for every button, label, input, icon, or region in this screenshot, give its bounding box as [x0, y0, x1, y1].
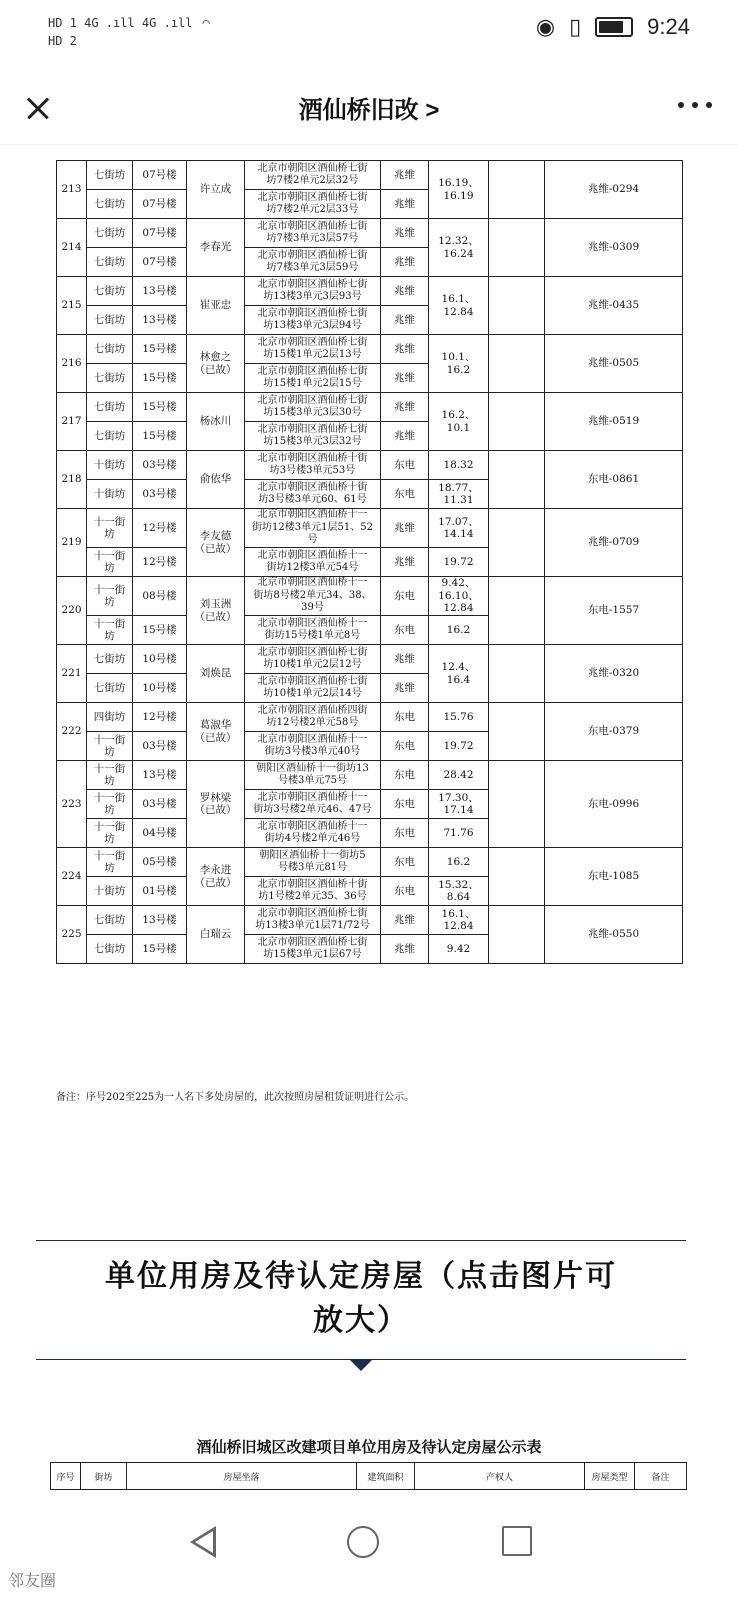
building-cell: 03号楼: [133, 732, 187, 761]
street-cell: 七街坊: [87, 935, 133, 964]
street-cell: 十一街 坊: [87, 548, 133, 577]
street-cell: 七街坊: [87, 906, 133, 935]
building-cell: 12号楼: [133, 548, 187, 577]
address-cell: 北京市朝阳区酒仙桥七街 坊10楼1单元2层14号: [245, 674, 381, 703]
code-cell: 兆维-0505: [545, 335, 683, 393]
area-cell: 28.42: [429, 761, 489, 790]
building-cell: 08号楼: [133, 577, 187, 616]
street-cell: 十一街 坊: [87, 761, 133, 790]
address-cell: 北京市朝阳区酒仙桥十街 坊1号楼2单元35、36号: [245, 877, 381, 906]
table-row: [57, 645, 683, 674]
street-cell: 七街坊: [87, 674, 133, 703]
address-cell: 北京市朝阳区酒仙桥十一 街坊12楼3单元54号: [245, 548, 381, 577]
code-cell: 东电-1085: [545, 848, 683, 906]
watermark: 邻友圈: [8, 1571, 57, 1590]
type-cell: 兆维: [381, 190, 429, 219]
area-cell: 18.32: [429, 451, 489, 480]
building-cell: 10号楼: [133, 674, 187, 703]
address-cell: 北京市朝阳区酒仙桥四街 坊12号楼2单元58号: [245, 703, 381, 732]
address-cell: 北京市朝阳区酒仙桥七街 坊13楼3单元3层93号: [245, 277, 381, 306]
building-cell: 12号楼: [133, 509, 187, 548]
eye-icon: ◉: [535, 14, 556, 40]
row-number: 218: [57, 451, 87, 509]
blank-cell: [489, 219, 545, 277]
building-cell: 07号楼: [133, 190, 187, 219]
battery-icon: [595, 17, 633, 37]
code-cell: 东电-0861: [545, 451, 683, 509]
address-cell: 朝阳区酒仙桥十一街坊13 号楼3单元75号: [245, 761, 381, 790]
table-row: [57, 848, 683, 877]
owner-cell: 李春光: [187, 219, 245, 277]
street-cell: 十一街 坊: [87, 616, 133, 645]
row-number: 222: [57, 703, 87, 761]
blank-cell: [489, 906, 545, 964]
owner-cell: 白瑞云: [187, 906, 245, 964]
address-cell: 北京市朝阳区酒仙桥七街 坊7楼3单元3层57号: [245, 219, 381, 248]
street-cell: 十街坊: [87, 877, 133, 906]
table-row: [57, 577, 683, 616]
table-row: [57, 451, 683, 480]
owner-cell: 林愈之 （已故）: [187, 335, 245, 393]
table-row: [57, 161, 683, 190]
table-row: [57, 335, 683, 364]
page-title[interactable]: 酒仙桥旧改 >: [298, 97, 440, 124]
address-cell: 北京市朝阳区酒仙桥七街 坊15楼3单元3层32号: [245, 422, 381, 451]
building-cell: 12号楼: [133, 703, 187, 732]
address-cell: 北京市朝阳区酒仙桥十一 街坊12楼3单元1层51、52 号: [245, 509, 381, 548]
area-cell: 19.72: [429, 548, 489, 577]
building-cell: 15号楼: [133, 422, 187, 451]
building-cell: 15号楼: [133, 393, 187, 422]
type-cell: 东电: [381, 761, 429, 790]
header-cell: 建筑面积: [357, 1463, 415, 1490]
row-number: 213: [57, 161, 87, 219]
code-cell: 东电-0379: [545, 703, 683, 761]
owner-cell: 杨冰川: [187, 393, 245, 451]
blank-cell: [489, 335, 545, 393]
header-cell: 房屋坐落: [127, 1463, 357, 1490]
second-table-title: 酒仙桥旧城区改建项目单位用房及待认定房屋公示表: [196, 1438, 542, 1456]
address-cell: 北京市朝阳区酒仙桥十一 街坊3号楼2单元46、47号: [245, 790, 381, 819]
address-cell: 北京市朝阳区酒仙桥十一 街坊3号楼3单元40号: [245, 732, 381, 761]
street-cell: 十一街 坊: [87, 509, 133, 548]
type-cell: 兆维: [381, 364, 429, 393]
owner-cell: 李永进 （已故）: [187, 848, 245, 906]
type-cell: 兆维: [381, 335, 429, 364]
code-cell: 东电-0996: [545, 761, 683, 848]
wifi-icon: ◠: [202, 16, 210, 30]
street-cell: 七街坊: [87, 219, 133, 248]
street-cell: 七街坊: [87, 335, 133, 364]
code-cell: 兆维-0320: [545, 645, 683, 703]
row-number: 224: [57, 848, 87, 906]
type-cell: 兆维: [381, 906, 429, 935]
area-cell: 16.2、 10.1: [429, 393, 489, 451]
street-cell: 十街坊: [87, 451, 133, 480]
type-cell: 东电: [381, 451, 429, 480]
type-cell: 东电: [381, 790, 429, 819]
area-cell: 9.42、 16.10、 12.84: [429, 577, 489, 616]
header-cell: 街坊: [81, 1463, 127, 1490]
street-cell: 七街坊: [87, 364, 133, 393]
address-cell: 北京市朝阳区酒仙桥七街 坊15楼1单元2层15号: [245, 364, 381, 393]
row-number: 214: [57, 219, 87, 277]
area-cell: 16.19、 16.19: [429, 161, 489, 219]
row-number: 225: [57, 906, 87, 964]
sim-signal-text: HD 1 4G .ıll 4G .ıll: [48, 16, 193, 30]
recent-apps-square-icon[interactable]: [502, 1526, 532, 1556]
housing-table: [56, 160, 683, 964]
type-cell: 兆维: [381, 422, 429, 451]
street-cell: 十一街 坊: [87, 819, 133, 848]
building-cell: 04号楼: [133, 819, 187, 848]
address-cell: 北京市朝阳区酒仙桥七街 坊15楼1单元2层13号: [245, 335, 381, 364]
type-cell: 兆维: [381, 674, 429, 703]
row-number: 220: [57, 577, 87, 645]
address-cell: 北京市朝阳区酒仙桥十街 坊3号楼3单元60、61号: [245, 480, 381, 509]
blank-cell: [489, 509, 545, 577]
type-cell: 东电: [381, 848, 429, 877]
street-cell: 七街坊: [87, 190, 133, 219]
street-cell: 十街坊: [87, 480, 133, 509]
header-cell: 产权人: [415, 1463, 585, 1490]
street-cell: 七街坊: [87, 306, 133, 335]
area-cell: 10.1、 16.2: [429, 335, 489, 393]
street-cell: 十一街 坊: [87, 732, 133, 761]
status-bar: [0, 0, 738, 72]
area-cell: 18.77、 11.31: [429, 480, 489, 509]
area-cell: 12.32、 16.24: [429, 219, 489, 277]
blank-cell: [489, 848, 545, 906]
table-row: [57, 906, 683, 935]
row-number: 223: [57, 761, 87, 848]
code-cell: 兆维-0435: [545, 277, 683, 335]
document-image[interactable]: [56, 160, 682, 964]
status-time: 9:24: [647, 14, 690, 39]
address-cell: 北京市朝阳区酒仙桥七街 坊15楼3单元1层67号: [245, 935, 381, 964]
building-cell: 01号楼: [133, 877, 187, 906]
building-cell: 13号楼: [133, 306, 187, 335]
status-left: [48, 14, 210, 50]
address-cell: 北京市朝阳区酒仙桥七街 坊10楼1单元2层12号: [245, 645, 381, 674]
section-title: [36, 1255, 686, 1343]
header-cell: 序号: [51, 1463, 81, 1490]
area-cell: 17.30、 17.14: [429, 790, 489, 819]
owner-cell: 葛淑华 （已故）: [187, 703, 245, 761]
area-cell: 16.1、 12.84: [429, 277, 489, 335]
row-number: 216: [57, 335, 87, 393]
address-cell: 北京市朝阳区酒仙桥十一 街坊4号楼2单元46号: [245, 819, 381, 848]
building-cell: 10号楼: [133, 645, 187, 674]
row-number: 217: [57, 393, 87, 451]
header-cell: 备注: [635, 1463, 687, 1490]
row-number: 221: [57, 645, 87, 703]
area-cell: 16.1、 12.84: [429, 906, 489, 935]
type-cell: 兆维: [381, 277, 429, 306]
blank-cell: [489, 161, 545, 219]
building-cell: 03号楼: [133, 790, 187, 819]
table-row: [57, 761, 683, 790]
area-cell: 15.32、 8.64: [429, 877, 489, 906]
more-options-icon[interactable]: [678, 102, 712, 108]
blank-cell: [489, 393, 545, 451]
building-cell: 13号楼: [133, 906, 187, 935]
address-cell: 北京市朝阳区酒仙桥十一 街坊8号楼2单元34、38、 39号: [245, 577, 381, 616]
table-row: [57, 393, 683, 422]
building-cell: 03号楼: [133, 480, 187, 509]
triangle-marker-icon: [349, 1359, 373, 1371]
table-row: [57, 703, 683, 732]
table-row: [57, 277, 683, 306]
address-cell: 北京市朝阳区酒仙桥七街 坊15楼3单元3层30号: [245, 393, 381, 422]
home-circle-icon[interactable]: [347, 1526, 379, 1558]
area-cell: 16.2: [429, 616, 489, 645]
address-cell: 北京市朝阳区酒仙桥七街 坊13楼3单元1层71/72号: [245, 906, 381, 935]
blank-cell: [489, 451, 545, 509]
second-table-header: [50, 1462, 687, 1490]
type-cell: 东电: [381, 877, 429, 906]
type-cell: 兆维: [381, 548, 429, 577]
row-number: 219: [57, 509, 87, 577]
street-cell: 四街坊: [87, 703, 133, 732]
table-row: [57, 509, 683, 548]
battery-fill: [599, 21, 623, 33]
code-cell: 兆维-0519: [545, 393, 683, 451]
owner-cell: 刘焕昆: [187, 645, 245, 703]
street-cell: 十一街 坊: [87, 848, 133, 877]
street-cell: 七街坊: [87, 645, 133, 674]
address-cell: 北京市朝阳区酒仙桥七街 坊7楼2单元2层32号: [245, 161, 381, 190]
street-cell: 七街坊: [87, 161, 133, 190]
type-cell: 东电: [381, 577, 429, 616]
header-cell: 房屋类型: [585, 1463, 635, 1490]
building-cell: 03号楼: [133, 451, 187, 480]
street-cell: 七街坊: [87, 277, 133, 306]
type-cell: 东电: [381, 732, 429, 761]
sim2-text: HD 2: [48, 34, 77, 48]
street-cell: 十一街 坊: [87, 577, 133, 616]
address-cell: 北京市朝阳区酒仙桥十街 坊3号楼3单元53号: [245, 451, 381, 480]
system-nav-bar: [0, 1500, 738, 1600]
address-cell: 北京市朝阳区酒仙桥七街 坊13楼3单元3层94号: [245, 306, 381, 335]
street-cell: 七街坊: [87, 422, 133, 451]
owner-cell: 崔亚忠: [187, 277, 245, 335]
code-cell: 兆维-0550: [545, 906, 683, 964]
blank-cell: [489, 577, 545, 645]
building-cell: 15号楼: [133, 335, 187, 364]
type-cell: 东电: [381, 480, 429, 509]
type-cell: 兆维: [381, 306, 429, 335]
status-right: [536, 14, 690, 40]
code-cell: 兆维-0294: [545, 161, 683, 219]
building-cell: 07号楼: [133, 248, 187, 277]
row-number: 215: [57, 277, 87, 335]
title-bar: [0, 72, 738, 145]
area-cell: 9.42: [429, 935, 489, 964]
type-cell: 东电: [381, 616, 429, 645]
building-cell: 15号楼: [133, 935, 187, 964]
type-cell: 兆维: [381, 248, 429, 277]
code-cell: 兆维-0709: [545, 509, 683, 577]
type-cell: 兆维: [381, 645, 429, 674]
building-cell: 13号楼: [133, 761, 187, 790]
area-cell: 19.72: [429, 732, 489, 761]
section-title-line1: 单位用房及待认定房屋（点击图片可: [105, 1259, 617, 1294]
area-cell: 15.76: [429, 703, 489, 732]
building-cell: 13号楼: [133, 277, 187, 306]
area-cell: 12.4、 16.4: [429, 645, 489, 703]
building-cell: 07号楼: [133, 161, 187, 190]
owner-cell: 许立成: [187, 161, 245, 219]
street-cell: 七街坊: [87, 393, 133, 422]
code-cell: 东电-1557: [545, 577, 683, 645]
owner-cell: 李友德 （已故）: [187, 509, 245, 577]
owner-cell: 罗林梁 （已故）: [187, 761, 245, 848]
type-cell: 兆维: [381, 509, 429, 548]
vibrate-icon: ▯: [569, 14, 582, 40]
section-title-line2: 放大）: [313, 1303, 409, 1338]
blank-cell: [489, 277, 545, 335]
street-cell: 七街坊: [87, 248, 133, 277]
table-row: [57, 219, 683, 248]
type-cell: 兆维: [381, 935, 429, 964]
address-cell: 北京市朝阳区酒仙桥七街 坊7楼3单元3层59号: [245, 248, 381, 277]
area-cell: 71.76: [429, 819, 489, 848]
area-cell: 16.2: [429, 848, 489, 877]
code-cell: 兆维-0309: [545, 219, 683, 277]
building-cell: 15号楼: [133, 364, 187, 393]
building-cell: 05号楼: [133, 848, 187, 877]
street-cell: 十一街 坊: [87, 790, 133, 819]
type-cell: 东电: [381, 703, 429, 732]
area-cell: 17.07、 14.14: [429, 509, 489, 548]
blank-cell: [489, 645, 545, 703]
address-cell: 北京市朝阳区酒仙桥十一 街坊15号楼1单元8号: [245, 616, 381, 645]
back-triangle-icon[interactable]: [190, 1526, 216, 1558]
table-note: 备注：序号202至225为一人名下多处房屋的，此次按照房屋租赁证明进行公示。: [56, 1092, 415, 1103]
section-header: [36, 1240, 686, 1360]
owner-cell: 刘玉洲 （已故）: [187, 577, 245, 645]
building-cell: 07号楼: [133, 219, 187, 248]
address-cell: 朝阳区酒仙桥十一街坊5 号楼3单元81号: [245, 848, 381, 877]
blank-cell: [489, 703, 545, 761]
address-cell: 北京市朝阳区酒仙桥七街 坊7楼2单元2层33号: [245, 190, 381, 219]
type-cell: 兆维: [381, 219, 429, 248]
building-cell: 15号楼: [133, 616, 187, 645]
blank-cell: [489, 761, 545, 848]
type-cell: 兆维: [381, 393, 429, 422]
type-cell: 东电: [381, 819, 429, 848]
owner-cell: 俞依华: [187, 451, 245, 509]
type-cell: 兆维: [381, 161, 429, 190]
